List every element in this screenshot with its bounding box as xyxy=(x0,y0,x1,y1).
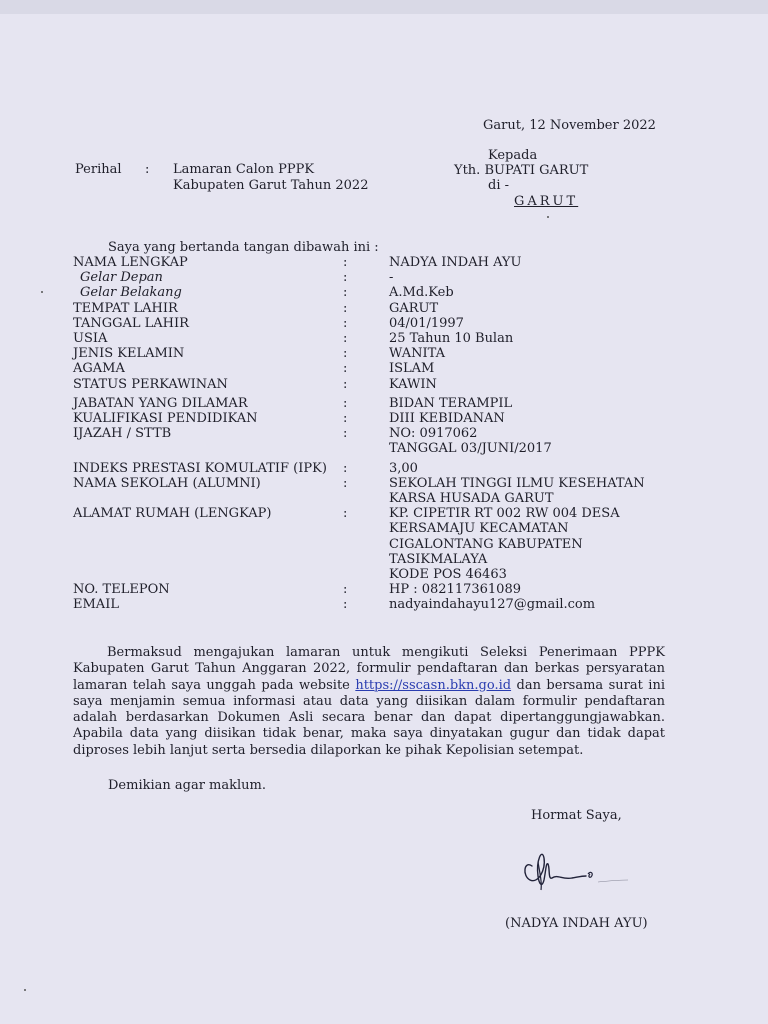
field-value: KAWIN xyxy=(389,376,437,392)
scan-speck xyxy=(41,291,43,293)
hormat-text: Hormat Saya, xyxy=(531,808,622,823)
field-label: JENIS KELAMIN xyxy=(73,346,185,362)
body-text-part-2: dan bersama surat ini saya menjamin semua informasi atau data yang diisikan dalam formulir pendaftaran adalah berdasarkan Dokumen Asli secara benar dan dapat dipertanggungjawabkan. Apabila data yang diisikan tidak benar, maka saya dinyatakan gugur dan tidak dapat diproses lebih lanjut serta bersedia dilaporkan ke pihak Kepolisian setempat. xyxy=(73,677,665,758)
field-colon: : xyxy=(343,460,348,476)
field-value: KERSAMAJU KECAMATAN xyxy=(389,521,569,537)
field-value: BIDAN TERAMPIL xyxy=(389,395,513,411)
field-label: INDEKS PRESTASI KOMULATIF (IPK) xyxy=(73,460,327,476)
field-value: KARSA HUSADA GARUT xyxy=(389,491,554,506)
field-value: 3,00 xyxy=(389,460,418,476)
field-label: AGAMA xyxy=(73,361,125,377)
field-colon: : xyxy=(343,395,348,411)
field-value: - xyxy=(389,270,394,286)
field-value: NADYA INDAH AYU xyxy=(389,255,522,270)
field-label: JABATAN YANG DILAMAR xyxy=(73,395,248,411)
place-date: Garut, 12 November 2022 xyxy=(483,118,656,133)
field-value: HP : 082117361089 xyxy=(389,582,521,598)
field-colon: : xyxy=(343,300,348,316)
recipient-city: GARUT xyxy=(514,194,579,209)
field-label: STATUS PERKAWINAN xyxy=(73,376,228,392)
field-colon: : xyxy=(343,270,348,286)
field-colon: : xyxy=(343,255,348,270)
intro-text: Saya yang bertanda tangan dibawah ini : xyxy=(108,240,379,255)
field-colon: : xyxy=(343,582,348,598)
field-value: 25 Tahun 10 Bulan xyxy=(389,331,514,346)
field-label: NO. TELEPON xyxy=(73,582,170,598)
recipient-di: di - xyxy=(488,178,510,193)
field-value: CIGALONTANG KABUPATEN xyxy=(389,536,583,552)
perihal-line-2: Kabupaten Garut Tahun 2022 xyxy=(173,178,369,193)
scan-speck xyxy=(24,989,26,991)
field-value: nadyaindahayu127@gmail.com xyxy=(389,597,596,613)
field-colon: : xyxy=(343,597,348,613)
field-label: ALAMAT RUMAH (LENGKAP) xyxy=(73,506,272,522)
field-value: TASIKMALAYA xyxy=(389,551,488,567)
field-value: NO: 0917062 xyxy=(389,426,478,442)
field-value: DIII KEBIDANAN xyxy=(389,411,505,426)
signature-image xyxy=(516,840,636,900)
field-label: KUALIFIKASI PENDIDIKAN xyxy=(73,411,258,426)
field-colon: : xyxy=(343,315,348,331)
field-value: TANGGAL 03/JUNI/2017 xyxy=(389,441,552,457)
letter-page xyxy=(0,14,768,1024)
field-colon: : xyxy=(343,361,348,377)
recipient-yth: Yth. BUPATI GARUT xyxy=(454,163,589,178)
scan-speck xyxy=(547,216,549,218)
perihal-line-1: Lamaran Calon PPPK xyxy=(173,162,315,177)
field-value: KODE POS 46463 xyxy=(389,567,507,582)
field-colon: : xyxy=(343,285,348,301)
field-label: TEMPAT LAHIR xyxy=(73,300,178,316)
field-value: ISLAM xyxy=(389,361,435,377)
body-text-part-1: Bermaksud mengajukan lamaran untuk mengikuti Seleksi Penerimaan PPPK Kabupaten Garut Tahun Anggaran 2022, formulir pendaftaran dan berkas persyaratan lamaran telah saya unggah pada website xyxy=(73,645,665,693)
field-label: NAMA LENGKAP xyxy=(73,255,188,270)
field-label: Gelar Depan xyxy=(80,270,163,286)
field-value: 04/01/1997 xyxy=(389,315,464,331)
field-value: KP. CIPETIR RT 002 RW 004 DESA xyxy=(389,506,620,522)
body-paragraph xyxy=(73,645,665,759)
perihal-colon: : xyxy=(145,162,150,177)
field-label: TANGGAL LAHIR xyxy=(73,315,189,331)
field-label: USIA xyxy=(73,331,108,346)
field-colon: : xyxy=(343,506,348,522)
field-colon: : xyxy=(343,411,348,426)
closing-text: Demikian agar maklum. xyxy=(108,778,267,793)
recipient-kepada: Kepada xyxy=(488,148,538,163)
signer-name: (NADYA INDAH AYU) xyxy=(505,916,648,931)
field-value: GARUT xyxy=(389,300,439,316)
field-colon: : xyxy=(343,331,348,346)
field-label: Gelar Belakang xyxy=(80,285,182,301)
field-value: SEKOLAH TINGGI ILMU KESEHATAN xyxy=(389,475,645,491)
field-colon: : xyxy=(343,426,348,442)
field-colon: : xyxy=(343,475,348,491)
field-colon: : xyxy=(343,346,348,362)
website-link[interactable]: https://sscasn.bkn.go.id xyxy=(355,677,512,693)
field-value: WANITA xyxy=(389,346,445,362)
field-label: IJAZAH / STTB xyxy=(73,426,172,442)
field-value: A.Md.Keb xyxy=(389,285,454,301)
field-colon: : xyxy=(343,376,348,392)
field-label: EMAIL xyxy=(73,597,119,613)
field-label: NAMA SEKOLAH (ALUMNI) xyxy=(73,475,261,491)
perihal-label: Perihal xyxy=(75,162,122,177)
